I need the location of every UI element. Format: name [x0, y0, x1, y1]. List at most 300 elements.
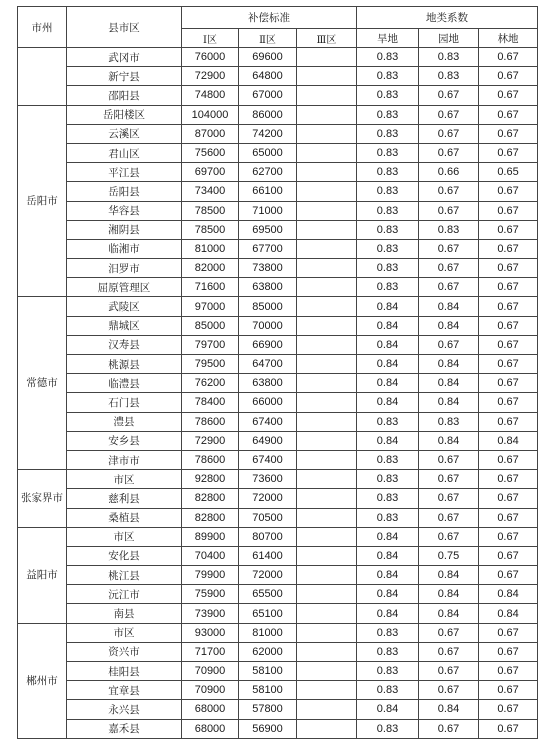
- garden-cell: 0.67: [419, 105, 479, 124]
- county-cell: 岳阳楼区: [67, 105, 182, 124]
- zone2-cell: 62000: [239, 642, 297, 661]
- zone2-cell: 67400: [239, 412, 297, 431]
- zone2-cell: 65500: [239, 585, 297, 604]
- zone1-cell: 87000: [182, 124, 239, 143]
- dryland-cell: 0.83: [357, 220, 419, 239]
- zone2-cell: 64800: [239, 67, 297, 86]
- dryland-cell: 0.83: [357, 623, 419, 642]
- zone1-cell: 81000: [182, 239, 239, 258]
- garden-cell: 0.67: [419, 489, 479, 508]
- zone3-cell: [297, 450, 357, 469]
- dryland-cell: 0.84: [357, 374, 419, 393]
- header-garden: 园地: [419, 29, 479, 48]
- garden-cell: 0.67: [419, 719, 479, 738]
- table-row: [18, 201, 538, 220]
- forest-cell: 0.67: [479, 355, 538, 374]
- zone2-cell: 65100: [239, 604, 297, 623]
- garden-cell: 0.67: [419, 642, 479, 661]
- garden-cell: 0.67: [419, 239, 479, 258]
- zone2-cell: 63800: [239, 278, 297, 297]
- header-county: 县市区: [67, 7, 182, 48]
- garden-cell: 0.67: [419, 259, 479, 278]
- county-cell: 鼎城区: [67, 316, 182, 335]
- zone3-cell: [297, 604, 357, 623]
- zone1-cell: 73900: [182, 604, 239, 623]
- table-row: [18, 374, 538, 393]
- garden-cell: 0.75: [419, 546, 479, 565]
- zone2-cell: 57800: [239, 700, 297, 719]
- header-forest: 林地: [479, 29, 538, 48]
- city-cell: 益阳市: [18, 527, 67, 623]
- zone1-cell: 76000: [182, 48, 239, 67]
- forest-cell: 0.67: [479, 623, 538, 642]
- forest-cell: 0.67: [479, 297, 538, 316]
- zone1-cell: 89900: [182, 527, 239, 546]
- forest-cell: 0.67: [479, 566, 538, 585]
- table-row: [18, 393, 538, 412]
- zone1-cell: 76200: [182, 374, 239, 393]
- zone1-cell: 78500: [182, 201, 239, 220]
- zone1-cell: 73400: [182, 182, 239, 201]
- garden-cell: 0.67: [419, 450, 479, 469]
- zone1-cell: 82000: [182, 259, 239, 278]
- forest-cell: 0.67: [479, 201, 538, 220]
- dryland-cell: 0.84: [357, 431, 419, 450]
- zone3-cell: [297, 335, 357, 354]
- dryland-cell: 0.83: [357, 48, 419, 67]
- table-row: [18, 604, 538, 623]
- forest-cell: 0.67: [479, 470, 538, 489]
- forest-cell: 0.67: [479, 393, 538, 412]
- table-row: [18, 412, 538, 431]
- zone2-cell: 64700: [239, 355, 297, 374]
- dryland-cell: 0.84: [357, 604, 419, 623]
- zone1-cell: 72900: [182, 67, 239, 86]
- zone3-cell: [297, 201, 357, 220]
- zone1-cell: 78600: [182, 450, 239, 469]
- zone3-cell: [297, 278, 357, 297]
- zone1-cell: 79500: [182, 355, 239, 374]
- zone3-cell: [297, 681, 357, 700]
- forest-cell: 0.67: [479, 86, 538, 105]
- dryland-cell: 0.84: [357, 585, 419, 604]
- zone1-cell: 78400: [182, 393, 239, 412]
- zone2-cell: 65000: [239, 143, 297, 162]
- table-row: [18, 143, 538, 162]
- zone3-cell: [297, 48, 357, 67]
- zone2-cell: 69500: [239, 220, 297, 239]
- forest-cell: 0.67: [479, 508, 538, 527]
- garden-cell: 0.84: [419, 700, 479, 719]
- zone1-cell: 68000: [182, 700, 239, 719]
- table-row: [18, 124, 538, 143]
- dryland-cell: 0.83: [357, 143, 419, 162]
- zone3-cell: [297, 566, 357, 585]
- county-cell: 屈原管理区: [67, 278, 182, 297]
- zone3-cell: [297, 719, 357, 738]
- county-cell: 汉寿县: [67, 335, 182, 354]
- county-cell: 宜章县: [67, 681, 182, 700]
- zone3-cell: [297, 67, 357, 86]
- zone3-cell: [297, 412, 357, 431]
- zone2-cell: 70500: [239, 508, 297, 527]
- dryland-cell: 0.83: [357, 489, 419, 508]
- county-cell: 沅江市: [67, 585, 182, 604]
- table-row: [18, 719, 538, 738]
- forest-cell: 0.67: [479, 450, 538, 469]
- garden-cell: 0.67: [419, 681, 479, 700]
- zone3-cell: [297, 489, 357, 508]
- county-cell: 市区: [67, 623, 182, 642]
- garden-cell: 0.67: [419, 470, 479, 489]
- compensation-table: [17, 6, 538, 739]
- zone2-cell: 67700: [239, 239, 297, 258]
- forest-cell: 0.67: [479, 124, 538, 143]
- dryland-cell: 0.84: [357, 527, 419, 546]
- zone3-cell: [297, 220, 357, 239]
- forest-cell: 0.67: [479, 220, 538, 239]
- table-row: [18, 67, 538, 86]
- garden-cell: 0.67: [419, 182, 479, 201]
- dryland-cell: 0.84: [357, 393, 419, 412]
- garden-cell: 0.83: [419, 48, 479, 67]
- county-cell: 君山区: [67, 143, 182, 162]
- forest-cell: 0.67: [479, 316, 538, 335]
- dryland-cell: 0.83: [357, 105, 419, 124]
- dryland-cell: 0.83: [357, 239, 419, 258]
- forest-cell: 0.67: [479, 335, 538, 354]
- zone1-cell: 79700: [182, 335, 239, 354]
- county-cell: 桑植县: [67, 508, 182, 527]
- county-cell: 桂阳县: [67, 662, 182, 681]
- zone2-cell: 66100: [239, 182, 297, 201]
- zone2-cell: 86000: [239, 105, 297, 124]
- zone2-cell: 71000: [239, 201, 297, 220]
- forest-cell: 0.65: [479, 163, 538, 182]
- dryland-cell: 0.83: [357, 681, 419, 700]
- garden-cell: 0.84: [419, 355, 479, 374]
- table-row: [18, 259, 538, 278]
- zone2-cell: 67000: [239, 86, 297, 105]
- zone1-cell: 82800: [182, 508, 239, 527]
- table-row: [18, 86, 538, 105]
- header-zone1: Ⅰ区: [182, 29, 239, 48]
- county-cell: 南县: [67, 604, 182, 623]
- county-cell: 临湘市: [67, 239, 182, 258]
- county-cell: 安化县: [67, 546, 182, 565]
- garden-cell: 0.84: [419, 316, 479, 335]
- forest-cell: 0.67: [479, 278, 538, 297]
- zone3-cell: [297, 508, 357, 527]
- forest-cell: 0.67: [479, 546, 538, 565]
- county-cell: 桃源县: [67, 355, 182, 374]
- county-cell: 桃江县: [67, 566, 182, 585]
- county-cell: 云溪区: [67, 124, 182, 143]
- table-row: [18, 700, 538, 719]
- garden-cell: 0.84: [419, 393, 479, 412]
- zone1-cell: 82800: [182, 489, 239, 508]
- table-row: [18, 239, 538, 258]
- zone2-cell: 69600: [239, 48, 297, 67]
- zone1-cell: 104000: [182, 105, 239, 124]
- garden-cell: 0.84: [419, 374, 479, 393]
- garden-cell: 0.84: [419, 431, 479, 450]
- zone3-cell: [297, 470, 357, 489]
- garden-cell: 0.84: [419, 297, 479, 316]
- zone3-cell: [297, 86, 357, 105]
- dryland-cell: 0.83: [357, 662, 419, 681]
- zone2-cell: 81000: [239, 623, 297, 642]
- table-row: [18, 431, 538, 450]
- forest-cell: 0.84: [479, 604, 538, 623]
- header-zone2: Ⅱ区: [239, 29, 297, 48]
- zone3-cell: [297, 124, 357, 143]
- garden-cell: 0.67: [419, 278, 479, 297]
- county-cell: 平江县: [67, 163, 182, 182]
- zone3-cell: [297, 182, 357, 201]
- zone1-cell: 72900: [182, 431, 239, 450]
- zone2-cell: 63800: [239, 374, 297, 393]
- table-row: [18, 623, 538, 642]
- dryland-cell: 0.84: [357, 546, 419, 565]
- zone1-cell: 75600: [182, 143, 239, 162]
- zone2-cell: 67400: [239, 450, 297, 469]
- garden-cell: 0.67: [419, 86, 479, 105]
- zone3-cell: [297, 105, 357, 124]
- county-cell: 永兴县: [67, 700, 182, 719]
- forest-cell: 0.67: [479, 48, 538, 67]
- dryland-cell: 0.83: [357, 124, 419, 143]
- zone1-cell: 68000: [182, 719, 239, 738]
- city-cell: 张家界市: [18, 470, 67, 528]
- county-cell: 澧县: [67, 412, 182, 431]
- table-row: [18, 508, 538, 527]
- dryland-cell: 0.84: [357, 316, 419, 335]
- city-cell: 郴州市: [18, 623, 67, 738]
- garden-cell: 0.83: [419, 67, 479, 86]
- forest-cell: 0.67: [479, 642, 538, 661]
- table-row: [18, 527, 538, 546]
- zone3-cell: [297, 143, 357, 162]
- zone2-cell: 73600: [239, 470, 297, 489]
- dryland-cell: 0.83: [357, 412, 419, 431]
- header-coefficient: 地类系数: [357, 7, 538, 29]
- forest-cell: 0.67: [479, 662, 538, 681]
- dryland-cell: 0.83: [357, 642, 419, 661]
- dryland-cell: 0.83: [357, 259, 419, 278]
- city-cell: [18, 48, 67, 106]
- zone3-cell: [297, 527, 357, 546]
- forest-cell: 0.84: [479, 585, 538, 604]
- zone2-cell: 80700: [239, 527, 297, 546]
- zone2-cell: 70000: [239, 316, 297, 335]
- table-row: [18, 335, 538, 354]
- county-cell: 慈利县: [67, 489, 182, 508]
- county-cell: 临澧县: [67, 374, 182, 393]
- zone3-cell: [297, 374, 357, 393]
- header-compensation: 补偿标准: [182, 7, 357, 29]
- garden-cell: 0.83: [419, 412, 479, 431]
- zone2-cell: 74200: [239, 124, 297, 143]
- forest-cell: 0.67: [479, 105, 538, 124]
- county-cell: 湘阴县: [67, 220, 182, 239]
- forest-cell: 0.67: [479, 489, 538, 508]
- zone1-cell: 69700: [182, 163, 239, 182]
- garden-cell: 0.67: [419, 335, 479, 354]
- garden-cell: 0.67: [419, 201, 479, 220]
- zone2-cell: 66900: [239, 335, 297, 354]
- dryland-cell: 0.83: [357, 182, 419, 201]
- zone1-cell: 78500: [182, 220, 239, 239]
- zone1-cell: 71700: [182, 642, 239, 661]
- garden-cell: 0.67: [419, 527, 479, 546]
- zone3-cell: [297, 642, 357, 661]
- city-cell: 岳阳市: [18, 105, 67, 297]
- dryland-cell: 0.84: [357, 700, 419, 719]
- table-row: [18, 585, 538, 604]
- county-cell: 岳阳县: [67, 182, 182, 201]
- table-row: [18, 546, 538, 565]
- county-cell: 市区: [67, 527, 182, 546]
- dryland-cell: 0.84: [357, 566, 419, 585]
- garden-cell: 0.67: [419, 508, 479, 527]
- table-row: [18, 220, 538, 239]
- dryland-cell: 0.83: [357, 470, 419, 489]
- forest-cell: 0.67: [479, 374, 538, 393]
- zone2-cell: 58100: [239, 662, 297, 681]
- zone1-cell: 97000: [182, 297, 239, 316]
- county-cell: 市区: [67, 470, 182, 489]
- zone2-cell: 64900: [239, 431, 297, 450]
- zone2-cell: 72000: [239, 489, 297, 508]
- zone3-cell: [297, 585, 357, 604]
- forest-cell: 0.84: [479, 431, 538, 450]
- table-row: [18, 566, 538, 585]
- county-cell: 新宁县: [67, 67, 182, 86]
- zone3-cell: [297, 316, 357, 335]
- garden-cell: 0.66: [419, 163, 479, 182]
- garden-cell: 0.84: [419, 604, 479, 623]
- garden-cell: 0.67: [419, 143, 479, 162]
- forest-cell: 0.67: [479, 67, 538, 86]
- dryland-cell: 0.83: [357, 201, 419, 220]
- forest-cell: 0.67: [479, 681, 538, 700]
- zone3-cell: [297, 239, 357, 258]
- table-row: [18, 278, 538, 297]
- table-row: [18, 163, 538, 182]
- table-row: [18, 355, 538, 374]
- zone2-cell: 72000: [239, 566, 297, 585]
- zone2-cell: 73800: [239, 259, 297, 278]
- header-city: 市州: [18, 7, 67, 48]
- county-cell: 华容县: [67, 201, 182, 220]
- dryland-cell: 0.84: [357, 355, 419, 374]
- zone2-cell: 85000: [239, 297, 297, 316]
- forest-cell: 0.67: [479, 412, 538, 431]
- zone1-cell: 70900: [182, 662, 239, 681]
- zone3-cell: [297, 163, 357, 182]
- zone3-cell: [297, 259, 357, 278]
- zone3-cell: [297, 623, 357, 642]
- county-cell: 石门县: [67, 393, 182, 412]
- forest-cell: 0.67: [479, 259, 538, 278]
- garden-cell: 0.84: [419, 585, 479, 604]
- table-row: [18, 489, 538, 508]
- zone3-cell: [297, 431, 357, 450]
- dryland-cell: 0.84: [357, 335, 419, 354]
- forest-cell: 0.67: [479, 182, 538, 201]
- dryland-cell: 0.83: [357, 67, 419, 86]
- county-cell: 安乡县: [67, 431, 182, 450]
- forest-cell: 0.67: [479, 239, 538, 258]
- table-row: [18, 450, 538, 469]
- zone3-cell: [297, 546, 357, 565]
- table-row: [18, 297, 538, 316]
- county-cell: 邵阳县: [67, 86, 182, 105]
- zone1-cell: 78600: [182, 412, 239, 431]
- table-row: [18, 642, 538, 661]
- header-zone3: Ⅲ区: [297, 29, 357, 48]
- zone1-cell: 70900: [182, 681, 239, 700]
- county-cell: 汨罗市: [67, 259, 182, 278]
- city-cell: 常德市: [18, 297, 67, 470]
- zone2-cell: 66000: [239, 393, 297, 412]
- zone1-cell: 92800: [182, 470, 239, 489]
- header-dryland: 旱地: [357, 29, 419, 48]
- county-cell: 津市市: [67, 450, 182, 469]
- table-row: [18, 316, 538, 335]
- table-row: [18, 105, 538, 124]
- zone3-cell: [297, 662, 357, 681]
- county-cell: 资兴市: [67, 642, 182, 661]
- table-row: [18, 470, 538, 489]
- garden-cell: 0.83: [419, 220, 479, 239]
- dryland-cell: 0.83: [357, 719, 419, 738]
- zone1-cell: 93000: [182, 623, 239, 642]
- garden-cell: 0.84: [419, 566, 479, 585]
- table-row: [18, 48, 538, 67]
- zone2-cell: 62700: [239, 163, 297, 182]
- forest-cell: 0.67: [479, 143, 538, 162]
- zone1-cell: 70400: [182, 546, 239, 565]
- zone3-cell: [297, 700, 357, 719]
- zone2-cell: 58100: [239, 681, 297, 700]
- zone1-cell: 71600: [182, 278, 239, 297]
- dryland-cell: 0.83: [357, 86, 419, 105]
- zone2-cell: 61400: [239, 546, 297, 565]
- table-row: [18, 662, 538, 681]
- zone1-cell: 85000: [182, 316, 239, 335]
- forest-cell: 0.67: [479, 700, 538, 719]
- county-cell: 武冈市: [67, 48, 182, 67]
- forest-cell: 0.67: [479, 719, 538, 738]
- forest-cell: 0.67: [479, 527, 538, 546]
- garden-cell: 0.67: [419, 623, 479, 642]
- zone1-cell: 79900: [182, 566, 239, 585]
- garden-cell: 0.67: [419, 124, 479, 143]
- table-row: [18, 182, 538, 201]
- dryland-cell: 0.83: [357, 163, 419, 182]
- dryland-cell: 0.83: [357, 278, 419, 297]
- zone1-cell: 74800: [182, 86, 239, 105]
- table-row: [18, 681, 538, 700]
- dryland-cell: 0.84: [357, 297, 419, 316]
- garden-cell: 0.67: [419, 662, 479, 681]
- zone3-cell: [297, 393, 357, 412]
- table-body: [18, 48, 538, 739]
- zone3-cell: [297, 355, 357, 374]
- county-cell: 嘉禾县: [67, 719, 182, 738]
